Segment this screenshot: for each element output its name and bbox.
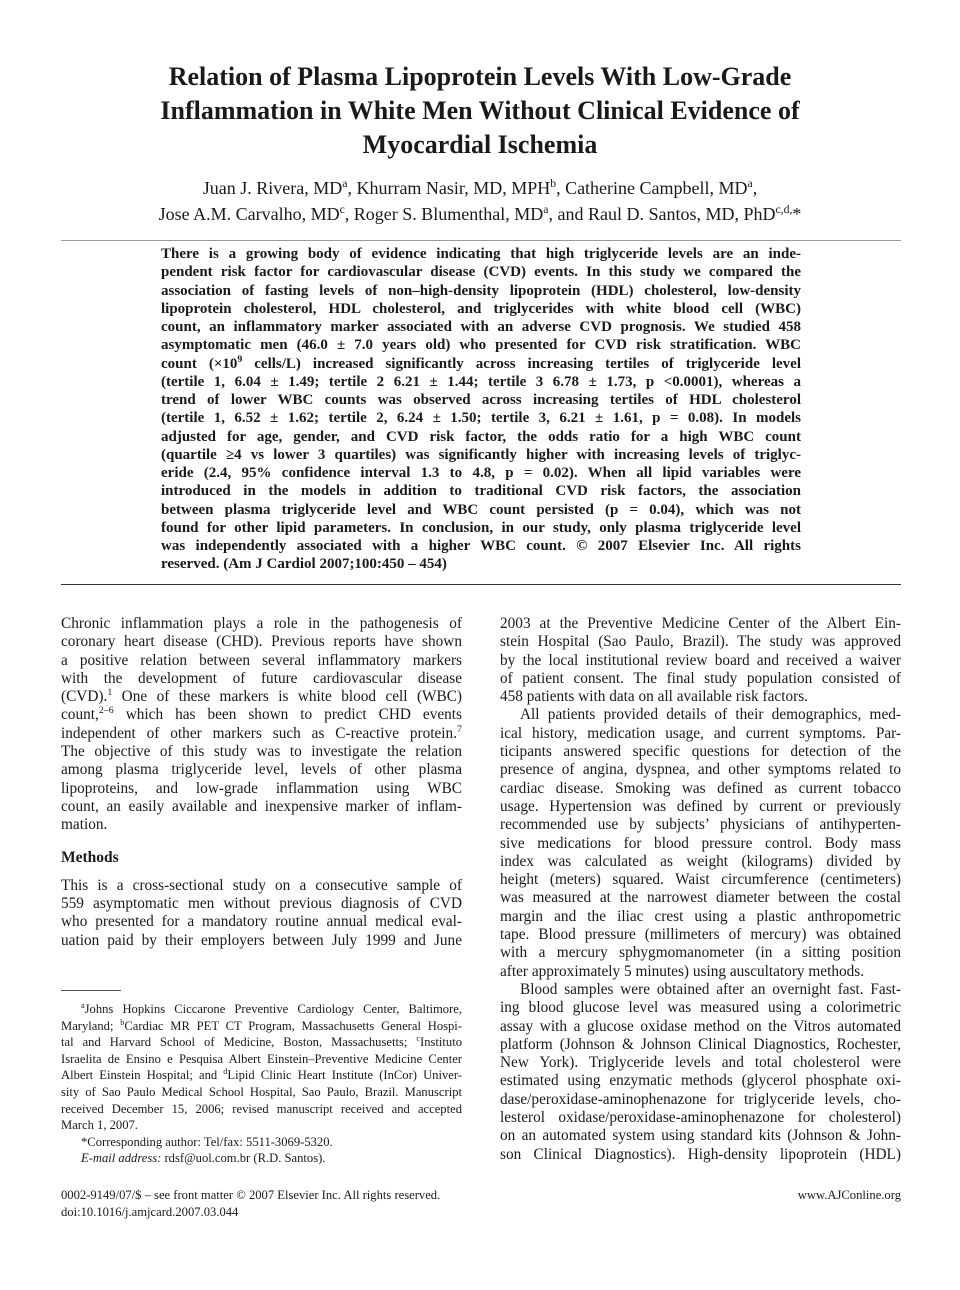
body-paragraph [500,615,901,706]
body-line: sive medications for blood pressure control. Body mass [500,834,901,852]
footnote-rule [61,990,121,991]
right-column [500,615,901,1164]
intro-line: among plasma triglyceride level, levels of other plasma [61,761,462,779]
abstract [161,245,801,574]
body-line: usage. Hypertension was defined by current or previously [500,797,901,815]
body-line: assay with a glucose oxidase method on the Vitros automated [500,1017,901,1035]
intro-line: lipoproteins, and low-grade inflammation using WBC [61,779,462,797]
body-line: New York). Triglyceride levels and total cholesterol were [500,1054,901,1072]
affiliation-footnote [61,1001,462,1134]
body-line: by the local institutional review board and received a waiver [500,651,901,669]
front-matter-line: 0002-9149/07/$ – see front matter © 2007 Elsevier Inc. All rights reserved. [61,1188,441,1202]
body-line: on an automated system using standard kits (Johnson & John- [500,1127,901,1145]
abstract-line: asymptomatic men (46.0 ± 7.0 years old) who presented for CVD risk stratification. WBC [161,337,801,354]
body-line: recommended use by subjects’ physicians of antihyperten- [500,816,901,834]
affiliation-line: Maryland; $^b$Cardiac MR PET CT Program, Massachusetts General Hospi- [61,1017,463,1033]
body-line: estimated using enzymatic methods (glycerol phosphate oxi- [500,1072,901,1090]
affiliation-line: tal and Harvard School of Medicine, Boston, Massachusetts; $^c$Instituto [61,1034,462,1050]
abstract-line: between plasma triglyceride level and WBC count persisted (p = 0.04), which was not [161,501,801,518]
methods-line: who presented for a mandatory routine annual medical eval- [61,913,462,931]
affiliation-line: received December 15, 2006; revised manuscript received and accepted [61,1101,462,1116]
abstract-line: There is a growing body of evidence indicating that high triglyceride levels are an inde- [161,246,801,262]
body-line: of patient consent. The final study population consisted of [500,669,901,687]
title-line: Relation of Plasma Lipoprotein Levels With Low-Grade [168,62,792,91]
methods-line: 559 asymptomatic men without previous diagnosis of CVD [61,895,462,913]
intro-line: (CVD).$^1$ One of these markers is white blood cell (WBC) [61,687,462,706]
intro-line: The objective of this study was to investigate the relation [61,743,462,761]
abstract-line: introduced in the models in addition to traditional CVD risk factors, the association [161,483,801,500]
affiliation-line: Albert Einstein Hospital; and $^d$Lipid Clinic Heart Institute (InCor) Univer- [61,1067,462,1083]
journal-url: www.AJConline.org [797,1188,901,1202]
body-line: All patients provided details of their demographics, med- [520,706,901,724]
body-line: height (meters) squared. Waist circumference (centimeters) [500,871,901,889]
footnotes [61,1001,462,1167]
body-line: ing blood glucose level was measured using a colorimetric [500,999,901,1017]
title-line: Inflammation in White Men Without Clinical Evidence of [160,96,800,125]
abstract-line: pendent risk factor for cardiovascular disease (CVD) events. In this study we compared the [161,264,801,281]
body-line: ical history, medication usage, and current symptoms. Par- [500,724,901,742]
body-line: Blood samples were obtained after an overnight fast. Fast- [520,980,901,998]
methods-heading: Methods [61,848,119,866]
affiliation-line: March 1, 2007. [61,1118,138,1133]
abstract-line: adjusted for age, gender, and CVD risk factor, the odds ratio for a high WBC count [161,428,801,445]
abstract-line: was independently associated with a higher WBC count. © 2007 Elsevier Inc. All rights [161,538,801,554]
body-line: 458 patients with data on all available risk factors. [500,688,808,706]
abstract-line: trend of lower WBC counts was observed across increasing tertiles of HDL cholesterol [161,392,801,408]
doi-line: doi:10.1016/j.amjcard.2007.03.044 [61,1205,239,1219]
abstract-line: (quartile ≥4 vs lower 3 quartiles) was significantly higher with increasing levels of triglyc- [161,446,801,463]
author-line: Jose A.M. Carvalho, $MD^c$, Roger S. Blumenthal, $MD^a$, and Raul D. Santos, MD, PhD$^{c,d,}$* [158,203,802,224]
affiliation-line: Israelita de Ensino e Pesquisa Albert Einstein–Preventive Medicine Center [61,1051,462,1066]
body-line: presence of angina, dyspnea, and other symptoms related to [500,761,901,779]
corresponding-author: *Corresponding author: Tel/fax: 5511-3069-5320. [81,1134,333,1149]
body-line: son Clinical Diagnostics). High-density lipoprotein (HDL) [500,1145,901,1163]
affiliation-line: $^a$Johns Hopkins Ciccarone Preventive Cardiology Center, Baltimore, [81,1000,462,1016]
abstract-line: lipoprotein cholesterol, HDL cholesterol, and triglycerides with white blood cell (WBC) [161,300,801,317]
abstract-line: count, an inflammatory marker associated with an adverse CVD prognosis. We studied 458 [161,319,801,335]
abstract-bottom-rule [61,584,901,585]
methods-paragraph [61,877,462,950]
abstract-top-rule [61,240,901,241]
abstract-line: (tertile 1, 6.04 ± 1.49; tertile 2 6.21 ± 1.44; tertile 3 6.78 ± 1.73, p <0.0001), whereas a [161,373,801,390]
body-line: cardiac disease. Smoking was defined as current tobacco [500,779,901,797]
affiliation-line: sity of Sao Paulo Medical School Hospital, Sao Paulo, Brazil. Manuscript [61,1084,462,1099]
intro-line: coronary heart disease (CHD). Previous reports have shown [61,633,462,651]
intro-paragraph [61,615,462,835]
footer-copyright [61,1187,440,1221]
abstract-line: reserved. (Am J Cardiol 2007;100:450 – 454) [161,556,447,573]
abstract-line: eride (2.4, 95% confidence interval 1.3 to 4.8, p = 0.02). When all lipid variables were [161,465,801,481]
body-line: with a mercury sphygmomanometer (in a sitting position [500,944,901,962]
intro-line: count, an easily available and inexpensive marker of inflam- [61,797,462,815]
body-line: platform (Johnson & Johnson Clinical Diagnostics, Rochester, [500,1035,901,1053]
author-line: Juan J. Rivera, $MD^a$, Khurram Nasir, MD, MPH$^b$, Catherine Campbell, $MD^a$, [202,177,758,198]
intro-line: independent of other markers such as C-reactive protein.$^7$ [61,723,462,742]
title-line: Myocardial Ischemia [362,130,598,159]
body-line: margin and the iliac crest using a plastic anthropometric [500,907,901,925]
email-address: E-mail address: rdsf@uol.com.br (R.D. Santos). [81,1151,326,1166]
body-line: ticipants answered specific questions for detection of the [500,743,901,761]
abstract-line: association of fasting levels of non–high-density lipoprotein (HDL) cholesterol, low-density [161,282,801,299]
intro-line: count,$^{2-6}$ which has been shown to predict CHD events [61,705,462,724]
left-column [61,615,462,950]
body-paragraph [500,981,901,1164]
body-line: index was calculated as weight (kilograms) divided by [500,852,901,870]
body-paragraph [500,706,901,980]
body-line: tape. Blood pressure (millimeters of mercury) was obtained [500,926,901,944]
body-line: dase/peroxidase-aminophenazone for triglyceride levels, cho- [500,1090,901,1108]
methods-line: This is a cross-sectional study on a consecutive sample of [61,876,462,894]
body-line: 2003 at the Preventive Medicine Center of the Albert Ein- [500,615,901,632]
body-line: stein Hospital (Sao Paulo, Brazil). The study was approved [500,633,901,651]
article-title [60,60,900,162]
intro-line: mation. [61,816,108,834]
intro-line: a positive relation between several inflammatory markers [61,651,462,669]
abstract-line: (tertile 1, 6.52 ± 1.62; tertile 2, 6.24 ± 1.50; tertile 3, 6.21 ± 1.61, p = 0.08). In models [161,410,801,427]
intro-line: Chronic inflammation plays a role in the pathogenesis of [61,615,462,632]
methods-line: uation paid by their employers between July 1999 and June [61,931,462,949]
body-line: was measured at the narrowest diameter between the costal [500,889,901,907]
abstract-line: count ($\times 10^9$ cells/L) increased significantly across increasing tertiles of triglyceride level [161,353,801,372]
intro-line: with the development of future cardiovascular disease [61,669,462,687]
author-list [60,175,900,227]
body-line: after approximately 5 minutes) using auscultatory methods. [500,962,865,980]
body-line: lesterol oxidase/peroxidase-aminophenazone for cholesterol) [500,1109,901,1127]
abstract-line: found for other lipid parameters. In conclusion, in our study, only plasma triglyceride level [161,519,801,536]
